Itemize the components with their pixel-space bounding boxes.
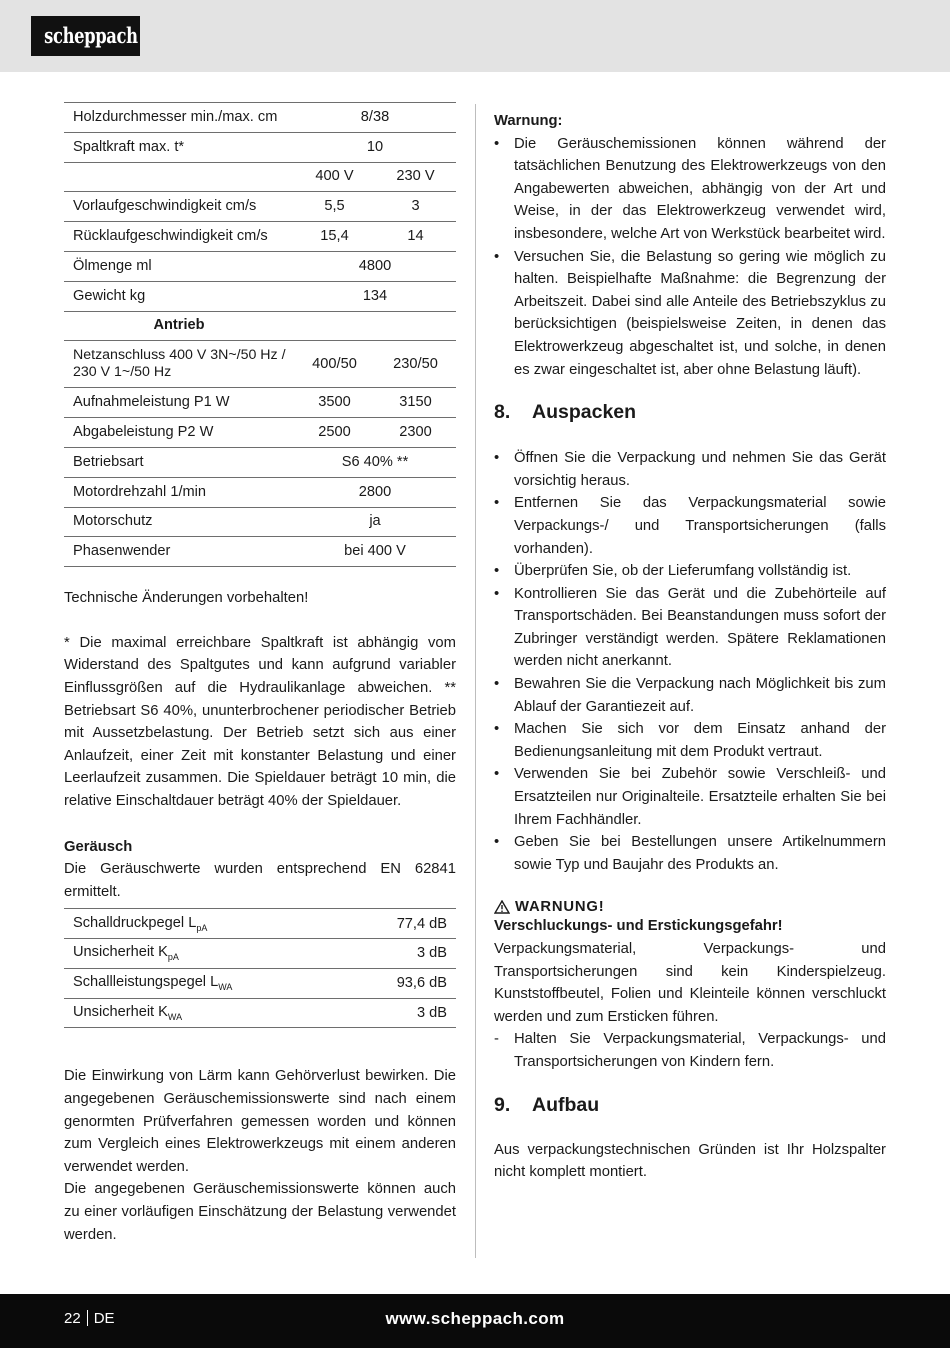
list-item: • Entfernen Sie das Verpackungsmaterial sowie Verpackungs-/ und Transportsicherungen (falls vorhanden). bbox=[494, 492, 886, 560]
table-row bbox=[64, 388, 456, 418]
spec-value-400v: 2500 bbox=[294, 418, 375, 448]
list-item: • Versuchen Sie, die Belastung so gering wie möglich zu halten. Beispielhafte Maßnahme: die Begrenzung der Arbeitszeit. Dabei sind alle Anteile des Betriebszyklus zu berücksichtigen (beispielsweise Zeiten, in denen das Elektrowerkzeug abgeschaltet ist, und solche, in denen es zwar eingeschaltet ist, aber ohne Belastung läuft). bbox=[494, 246, 886, 382]
spec-value: bei 400 V bbox=[294, 537, 456, 567]
spec-value: S6 40% ** bbox=[294, 447, 456, 477]
table-row bbox=[64, 251, 456, 281]
table-row bbox=[64, 222, 456, 252]
warning-title: Warnung: bbox=[494, 113, 563, 129]
section-number: 8. bbox=[494, 401, 511, 424]
warning-triangle-icon bbox=[494, 900, 510, 914]
spec-value: 2800 bbox=[294, 477, 456, 507]
spec-label: Vorlaufgeschwindigkeit cm/s bbox=[64, 192, 294, 222]
table-row bbox=[64, 447, 456, 477]
list-item: • Öffnen Sie die Verpackung und nehmen Sie das Gerät vorsichtig heraus. bbox=[494, 447, 886, 492]
table-row bbox=[64, 909, 456, 939]
table-row bbox=[64, 968, 456, 998]
spec-value: 10 bbox=[294, 132, 456, 162]
table-row bbox=[64, 281, 456, 311]
list-item: • Machen Sie sich vor dem Einsatz anhand der Bedienungsanleitung mit dem Produkt vertraut. bbox=[494, 718, 886, 763]
list-item: • Bewahren Sie die Verpackung nach Möglichkeit bis zum Ablauf der Garantiezeit auf. bbox=[494, 673, 886, 718]
table-row bbox=[64, 341, 456, 388]
section-number: 9. bbox=[494, 1093, 511, 1116]
spec-value: ja bbox=[294, 507, 456, 537]
noise-value: 77,4 dB bbox=[347, 909, 456, 939]
noise-table bbox=[64, 908, 456, 1028]
spec-label: Abgabeleistung P2 W bbox=[64, 418, 294, 448]
left-column bbox=[64, 102, 456, 1246]
warning-label-text: WARNUNG! bbox=[515, 899, 605, 916]
table-row bbox=[64, 537, 456, 567]
list-item: • Überprüfen Sie, ob der Lieferumfang vollständig ist. bbox=[494, 560, 886, 583]
spec-value-400v: 400/50 bbox=[294, 341, 375, 388]
list-item: • Die Geräuschemissionen können während der tatsächlichen Benutzung des Elektrowerkzeugs von den Angabewerten abweichen, abhängig von der Art und Weise, in der das Elektrowerkzeug verwendet wird, insbesondere, welche Art von Werkstück bearbeitet wird. bbox=[494, 133, 886, 246]
warning-list bbox=[494, 133, 886, 382]
spec-value: 134 bbox=[294, 281, 456, 311]
noise-label: Unsicherheit $K_{pA}$ bbox=[64, 939, 347, 969]
spec-value-230v: 14 bbox=[375, 222, 456, 252]
table-row bbox=[64, 311, 456, 341]
spec-label bbox=[64, 162, 294, 192]
spec-value-230v: 3 bbox=[375, 192, 456, 222]
warning-subtitle: Verschluckungs- und Erstickungsgefahr! bbox=[494, 918, 783, 935]
list-item: • Geben Sie bei Bestellungen unsere Artikelnummern sowie Typ und Baujahr des Produkts an. bbox=[494, 831, 886, 876]
warning-dash-list bbox=[494, 1028, 886, 1073]
noise-label: Unsicherheit $K_{WA}$ bbox=[64, 998, 347, 1028]
spec-label: Betriebsart bbox=[64, 447, 294, 477]
spec-label: Motorschutz bbox=[64, 507, 294, 537]
table-row bbox=[64, 192, 456, 222]
spec-label: Rücklaufgeschwindigkeit cm/s bbox=[64, 222, 294, 252]
table-row bbox=[64, 939, 456, 969]
section-title: Auspacken bbox=[532, 401, 637, 424]
noise-label: Schallleistungspegel $L_{WA}$ bbox=[64, 968, 347, 998]
spec-value-230v: 2300 bbox=[375, 418, 456, 448]
column-divider bbox=[475, 104, 476, 1258]
website-url: www.scheppach.com bbox=[385, 1309, 565, 1328]
spec-value-400v: 400 V bbox=[294, 162, 375, 192]
noise-intro: Die Geräuschwerte wurden entsprechend EN 62841 ermittelt. bbox=[64, 861, 456, 900]
table-row bbox=[64, 998, 456, 1028]
table-row bbox=[64, 418, 456, 448]
scheppach-logo: scheppach bbox=[31, 16, 140, 56]
spec-label: Phasenwender bbox=[64, 537, 294, 567]
table-row bbox=[64, 162, 456, 192]
spec-value-230v: 230 V bbox=[375, 162, 456, 192]
tech-changes-note: Technische Änderungen vorbehalten! bbox=[64, 590, 309, 607]
spec-value-400v: 3500 bbox=[294, 388, 375, 418]
warning-label bbox=[494, 899, 886, 915]
noise-value: 3 dB bbox=[347, 939, 456, 969]
noise-value: 3 dB bbox=[347, 998, 456, 1028]
table-row bbox=[64, 477, 456, 507]
spec-label: Motordrehzahl 1/min bbox=[64, 477, 294, 507]
list-item: • Verwenden Sie bei Zubehör sowie Verschleiß- und Ersatzteilen nur Originalteile. Ersatzteile erhalten Sie bei Ihrem Fachhändler. bbox=[494, 763, 886, 831]
assembly-text: Aus verpackungstechnischen Gründen ist Ihr Holzspalter nicht komplett montiert. bbox=[494, 1141, 886, 1181]
section-8-heading bbox=[494, 401, 886, 424]
section-9-heading bbox=[494, 1094, 886, 1117]
spec-label: Ölmenge ml bbox=[64, 251, 294, 281]
noise-value: 93,6 dB bbox=[347, 968, 456, 998]
spec-label: Holzdurchmesser min./max. cm bbox=[64, 103, 294, 133]
spec-table bbox=[64, 102, 456, 567]
spec-label: Spaltkraft max. t* bbox=[64, 132, 294, 162]
noise-heading: Geräusch bbox=[64, 838, 133, 855]
spec-value: 8/38 bbox=[294, 103, 456, 133]
spec-value-400v: 15,4 bbox=[294, 222, 375, 252]
right-column bbox=[494, 110, 886, 1184]
spec-label: Aufnahmeleistung P1 W bbox=[64, 388, 294, 418]
list-item: - Halten Sie Verpackungsmaterial, Verpackungs- und Transportsicherungen von Kindern fern. bbox=[494, 1028, 886, 1073]
spec-value: 4800 bbox=[294, 251, 456, 281]
table-row bbox=[64, 507, 456, 537]
unpacking-list bbox=[494, 447, 886, 876]
section-title: Aufbau bbox=[532, 1093, 600, 1116]
spec-value-400v: 5,5 bbox=[294, 192, 375, 222]
spec-value-230v: 3150 bbox=[375, 388, 456, 418]
table-row bbox=[64, 132, 456, 162]
noise-label: Schalldruckpegel $L_{pA}$ bbox=[64, 909, 347, 939]
table-row bbox=[64, 103, 456, 133]
spec-value-230v: 230/50 bbox=[375, 341, 456, 388]
header-bar bbox=[0, 0, 950, 72]
spec-label: Netzanschluss 400 V 3N~/50 Hz / 230 V 1~/50 Hz bbox=[64, 341, 294, 388]
spec-label: Gewicht kg bbox=[64, 281, 294, 311]
noise-estimate-text: Die angegebenen Geräuschemissionswerte können auch zu einer vorläufigen Einschätzung der Belastung verwendet werden. bbox=[64, 1181, 456, 1243]
list-item: • Kontrollieren Sie das Gerät und die Zubehörteile auf Transportschäden. Bei Beanstandungen muss sofort der Zubringer verständigt werden. Spätere Reklamationen werden nicht anerkannt. bbox=[494, 583, 886, 673]
warning-text: Verpackungsmaterial, Verpackungs- und Transportsicherungen sind kein Kinderspielzeug. Kunststoffbeutel, Folien und Kleinteile können verschluckt werden und zum Ersticken führen. bbox=[494, 941, 886, 1025]
spec-section-heading: Antrieb bbox=[64, 311, 294, 341]
page-number: 22 DE bbox=[64, 1310, 115, 1327]
footer-bar bbox=[0, 1294, 950, 1348]
footnote-text: * Die maximal erreichbare Spaltkraft ist abhängig vom Widerstand des Spaltgutes und kann aufgrund variabler Einflussgrößen auf die Hydraulikanlage abweichen. ** Betriebsart S6 40%, ununterbrochener periodischer Betrieb mit Aussetzbelastung. Der Betrieb setzt sich aus einer Anlaufzeit, einer Zeit mit konstanter Belastung und einer Leerlaufzeit zusammen. Die Spieldauer beträgt 10 min, die relative Einschaltdauer beträgt 40% der Spieldauer. bbox=[64, 634, 456, 809]
noise-effect-text: Die Einwirkung von Lärm kann Gehörverlust bewirken. Die angegebenen Geräuschemissionswerte sind nach einem genormten Prüfverfahren gemessen worden und können zum Vergleich eines Elektrowerkzeugs mit einem anderen verwendet werden. bbox=[64, 1068, 456, 1175]
